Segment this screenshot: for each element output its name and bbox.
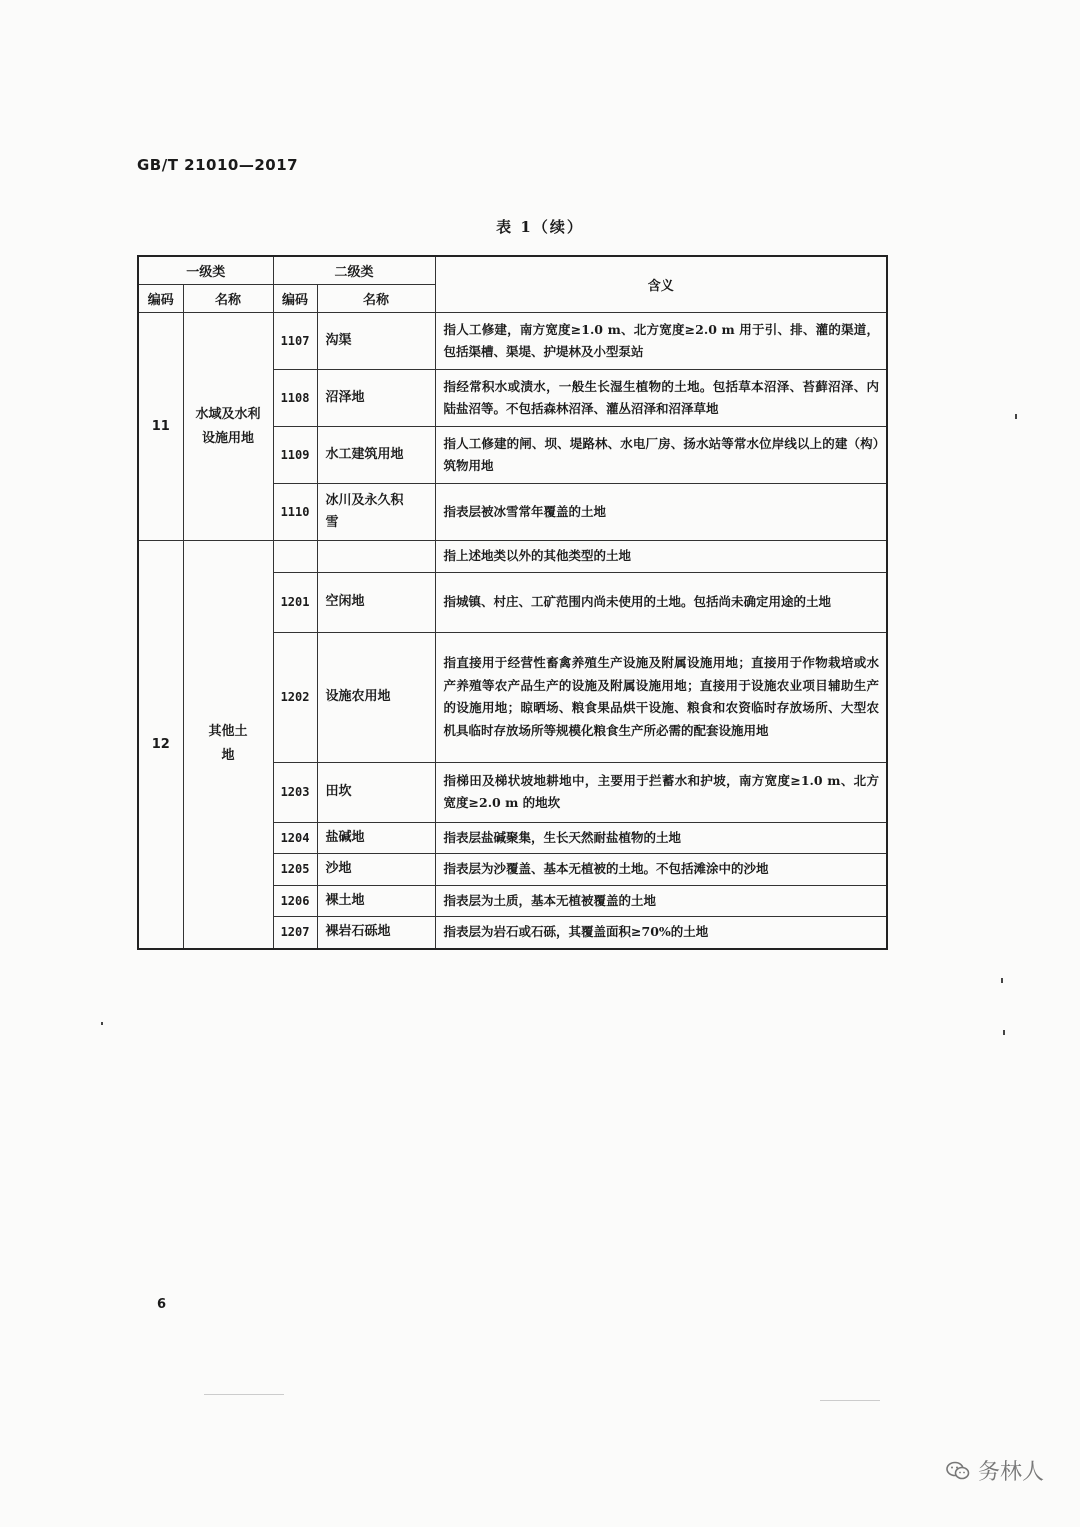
- level2-name: 裸岩石砾地: [317, 917, 435, 949]
- meaning-text: 指梯田及梯状坡地耕地中，主要用于拦蓄水和护坡，南方宽度≥1.0 m、北方宽度≥2.0 m 的地坎: [435, 762, 887, 822]
- level2-name: 冰川及永久积雪: [317, 484, 435, 541]
- scan-line: [204, 1394, 284, 1395]
- level2-code: 1206: [273, 885, 317, 917]
- header-meaning: 含义: [435, 256, 887, 313]
- level2-name: 沟渠: [317, 313, 435, 370]
- wechat-icon: [946, 1461, 970, 1481]
- level2-code: 1203: [273, 762, 317, 822]
- level2-name: 田坎: [317, 762, 435, 822]
- header-level1: 一级类: [138, 256, 273, 285]
- header-level2-code: 编码: [273, 285, 317, 313]
- meaning-text: 指表层为土质，基本无植被覆盖的土地: [435, 885, 887, 917]
- level2-code: 1201: [273, 572, 317, 632]
- level1-code: 12: [138, 541, 183, 949]
- level2-code: 1108: [273, 370, 317, 427]
- meaning-text: 指经常积水或渍水，一般生长湿生植物的土地。包括草本沼泽、苔藓沼泽、内陆盐沼等。不包括森林沼泽、灌丛沼泽和沼泽草地: [435, 370, 887, 427]
- level2-code: 1207: [273, 917, 317, 949]
- table-row: [138, 313, 887, 370]
- meaning-text: 指表层为沙覆盖、基本无植被的土地。不包括滩涂中的沙地: [435, 854, 887, 886]
- level2-name: 沼泽地: [317, 370, 435, 427]
- scan-speck: [101, 1022, 103, 1025]
- scan-speck: [1003, 1030, 1005, 1035]
- level2-name: [317, 541, 435, 573]
- meaning-text: 指直接用于经营性畜禽养殖生产设施及附属设施用地；直接用于作物栽培或水产养殖等农产品生产的设施及附属设施用地；直接用于设施农业项目辅助生产的设施用地；晾晒场、粮食果品烘干设施、粮食和农资临时存放场所、大型农机具临时存放场所等规模化粮食生产所必需的配套设施用地: [435, 632, 887, 762]
- level2-code: 1204: [273, 822, 317, 854]
- level2-name: 沙地: [317, 854, 435, 886]
- level1-name: 水域及水利设施用地: [183, 313, 273, 541]
- meaning-text: 指上述地类以外的其他类型的土地: [435, 541, 887, 573]
- level2-code: 1205: [273, 854, 317, 886]
- header-level1-code: 编码: [138, 285, 183, 313]
- level2-code: [273, 541, 317, 573]
- level2-name: 裸土地: [317, 885, 435, 917]
- level2-name: 设施农用地: [317, 632, 435, 762]
- level1-code: 11: [138, 313, 183, 541]
- level2-code: 1109: [273, 427, 317, 484]
- scan-speck: [1015, 414, 1017, 419]
- standard-code: GB/T 21010—2017: [137, 156, 299, 174]
- header-level2-name: 名称: [317, 285, 435, 313]
- meaning-text: 指人工修建，南方宽度≥1.0 m、北方宽度≥2.0 m 用于引、排、灌的渠道，包括渠槽、渠堤、护堤林及小型泵站: [435, 313, 887, 370]
- watermark: [946, 1455, 1044, 1486]
- scan-speck: [1001, 978, 1003, 983]
- level2-code: 1107: [273, 313, 317, 370]
- level2-name: 盐碱地: [317, 822, 435, 854]
- level2-name: 空闲地: [317, 572, 435, 632]
- level2-code: 1202: [273, 632, 317, 762]
- page-number: 6: [157, 1297, 167, 1312]
- scan-line: [820, 1400, 880, 1401]
- meaning-text: 指城镇、村庄、工矿范围内尚未使用的土地。包括尚未确定用途的土地: [435, 572, 887, 632]
- header-level1-name: 名称: [183, 285, 273, 313]
- meaning-text: 指表层盐碱聚集，生长天然耐盐植物的土地: [435, 822, 887, 854]
- meaning-text: 指人工修建的闸、坝、堤路林、水电厂房、扬水站等常水位岸线以上的建（构）筑物用地: [435, 427, 887, 484]
- level2-name: 水工建筑用地: [317, 427, 435, 484]
- table-title: 表 1（续）: [496, 218, 584, 236]
- header-level2: 二级类: [273, 256, 435, 285]
- land-use-classification-table: [137, 255, 888, 950]
- meaning-text: 指表层被冰雪常年覆盖的土地: [435, 484, 887, 541]
- table-row: [138, 541, 887, 573]
- meaning-text: 指表层为岩石或石砾，其覆盖面积≥70%的土地: [435, 917, 887, 949]
- level1-name: 其他土地: [183, 541, 273, 949]
- watermark-text: 务林人: [977, 1460, 1044, 1485]
- level2-code: 1110: [273, 484, 317, 541]
